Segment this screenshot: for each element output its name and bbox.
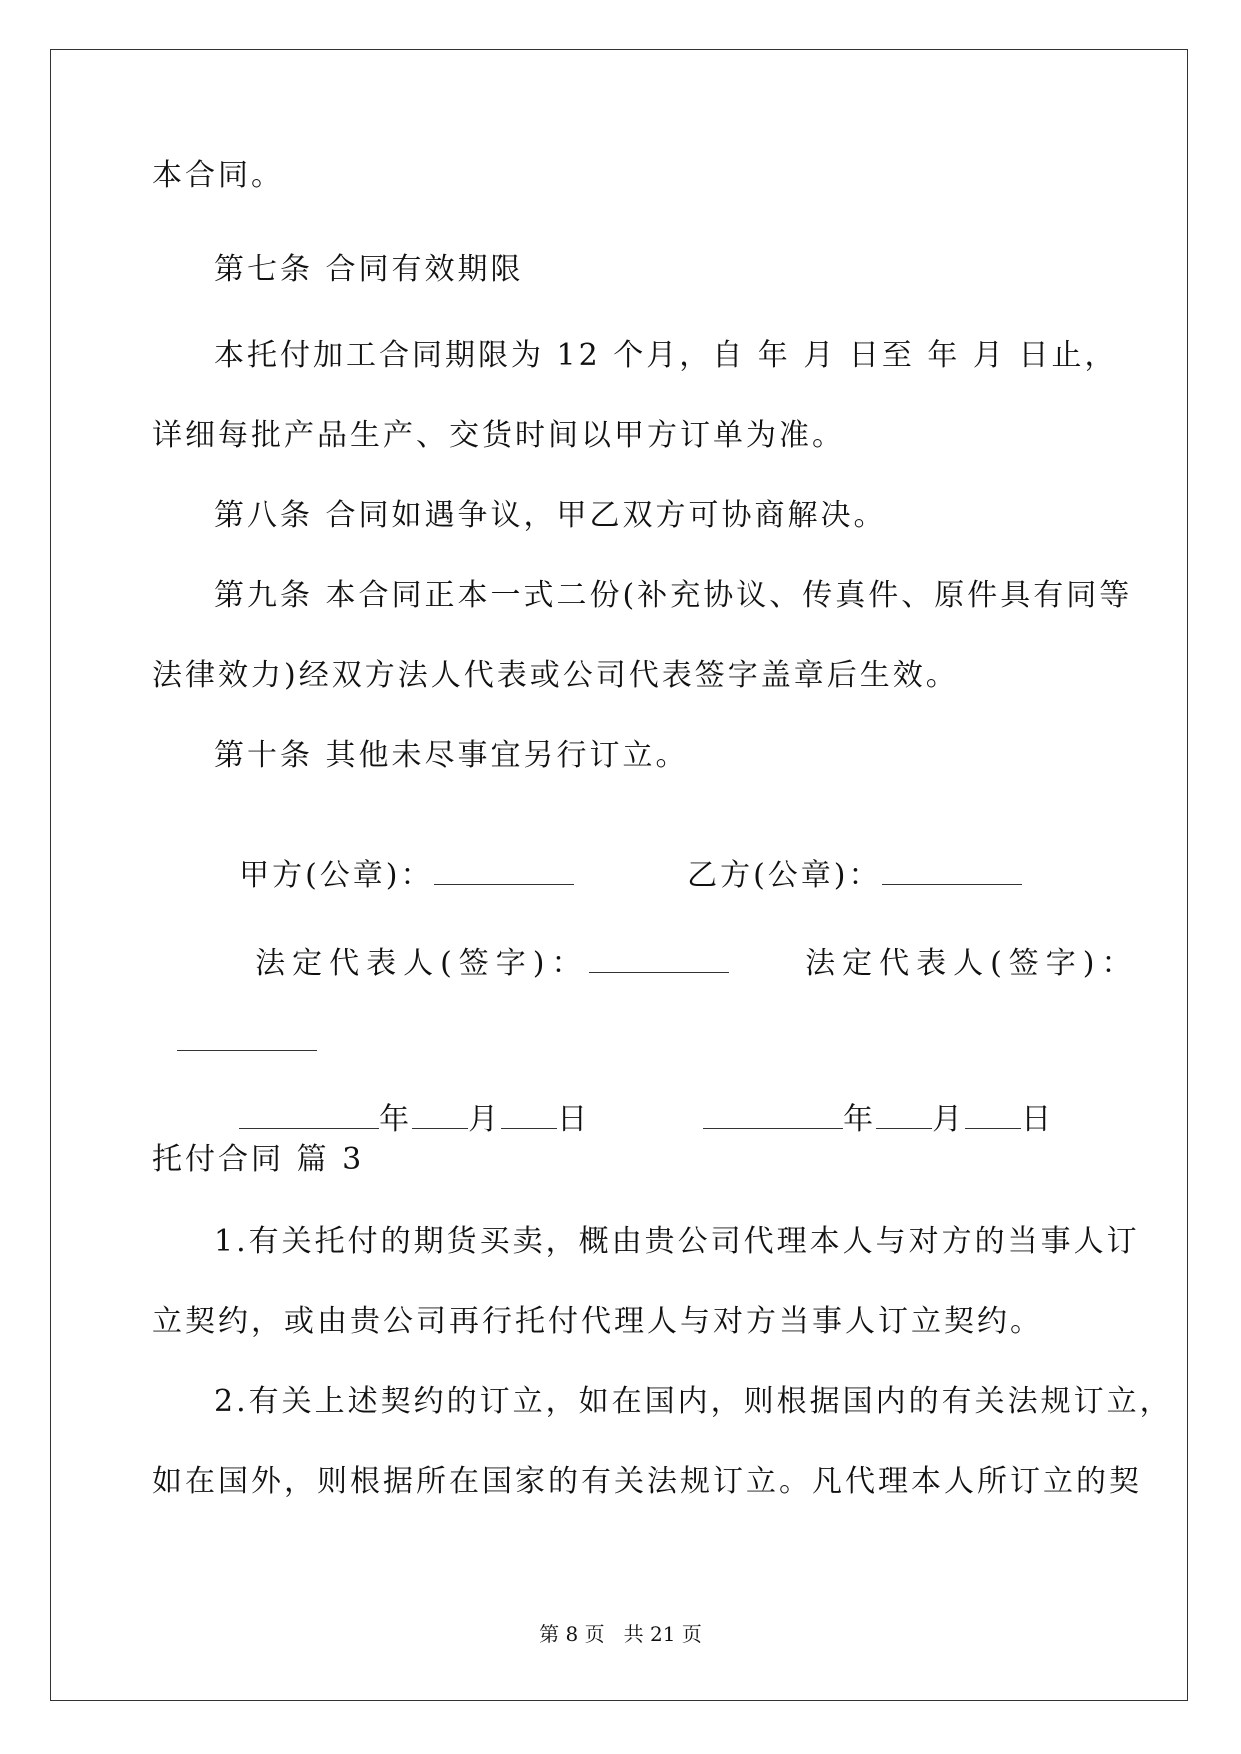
party-a-seal-label: 甲方(公章)：	[239, 858, 434, 893]
text-line: 详细每批产品生产、交货时间以甲方订单为准。	[152, 418, 845, 453]
day-label: 日	[557, 1102, 591, 1137]
month-label: 月	[468, 1102, 502, 1137]
month-blank	[876, 1102, 932, 1129]
text-line: 本合同。	[152, 158, 284, 193]
rep-b-blank-row	[152, 982, 317, 1062]
signature-blank	[882, 858, 1022, 885]
year-blank	[239, 1102, 379, 1129]
date-row-b	[678, 1060, 1054, 1140]
article-8: 第八条 合同如遇争议，甲乙双方可协商解决。	[214, 498, 887, 533]
year-blank	[703, 1102, 843, 1129]
clause-1: 1.有关托付的期货买卖，概由贵公司代理本人与对方的当事人订	[214, 1224, 1140, 1259]
text-line: 本托付加工合同期限为 12 个月，自 年 月 日至 年 月 日止，	[214, 338, 1118, 373]
article-10: 第十条 其他未尽事宜另行订立。	[214, 738, 689, 773]
page-footer: 第 8 页 共 21 页	[539, 1622, 702, 1646]
signature-blank	[434, 858, 574, 885]
day-blank	[965, 1102, 1021, 1129]
day-label: 日	[1021, 1102, 1055, 1137]
text-line: 立契约，或由贵公司再行托付代理人与对方当事人订立契约。	[152, 1304, 1043, 1339]
rep-b-row	[772, 904, 1139, 984]
section-heading: 托付合同 篇 3	[152, 1142, 365, 1177]
party-b-seal-row	[662, 816, 1022, 896]
year-label: 年	[379, 1102, 413, 1137]
month-label: 月	[932, 1102, 966, 1137]
clause-2: 2.有关上述契约的订立，如在国内，则根据国内的有关法规订立，	[214, 1384, 1173, 1419]
signature-blank	[589, 946, 729, 973]
text-line: 如在国外，则根据所在国家的有关法规订立。凡代理本人所订立的契	[152, 1464, 1142, 1499]
article-7-heading: 第七条 合同有效期限	[214, 252, 524, 287]
rep-a-label: 法定代表人(签字)：	[255, 946, 589, 981]
rep-b-label: 法定代表人(签字)：	[805, 946, 1139, 981]
rep-a-row	[222, 904, 729, 984]
day-blank	[501, 1102, 557, 1129]
article-9: 第九条 本合同正本一式二份(补充协议、传真件、原件具有同等	[214, 578, 1133, 613]
text-line: 法律效力)经双方法人代表或公司代表签字盖章后生效。	[152, 658, 959, 693]
party-a-seal-row	[214, 816, 574, 896]
month-blank	[412, 1102, 468, 1129]
signature-blank	[177, 1024, 317, 1051]
date-row-a	[214, 1060, 590, 1140]
party-b-seal-label: 乙方(公章)：	[687, 858, 882, 893]
year-label: 年	[843, 1102, 877, 1137]
